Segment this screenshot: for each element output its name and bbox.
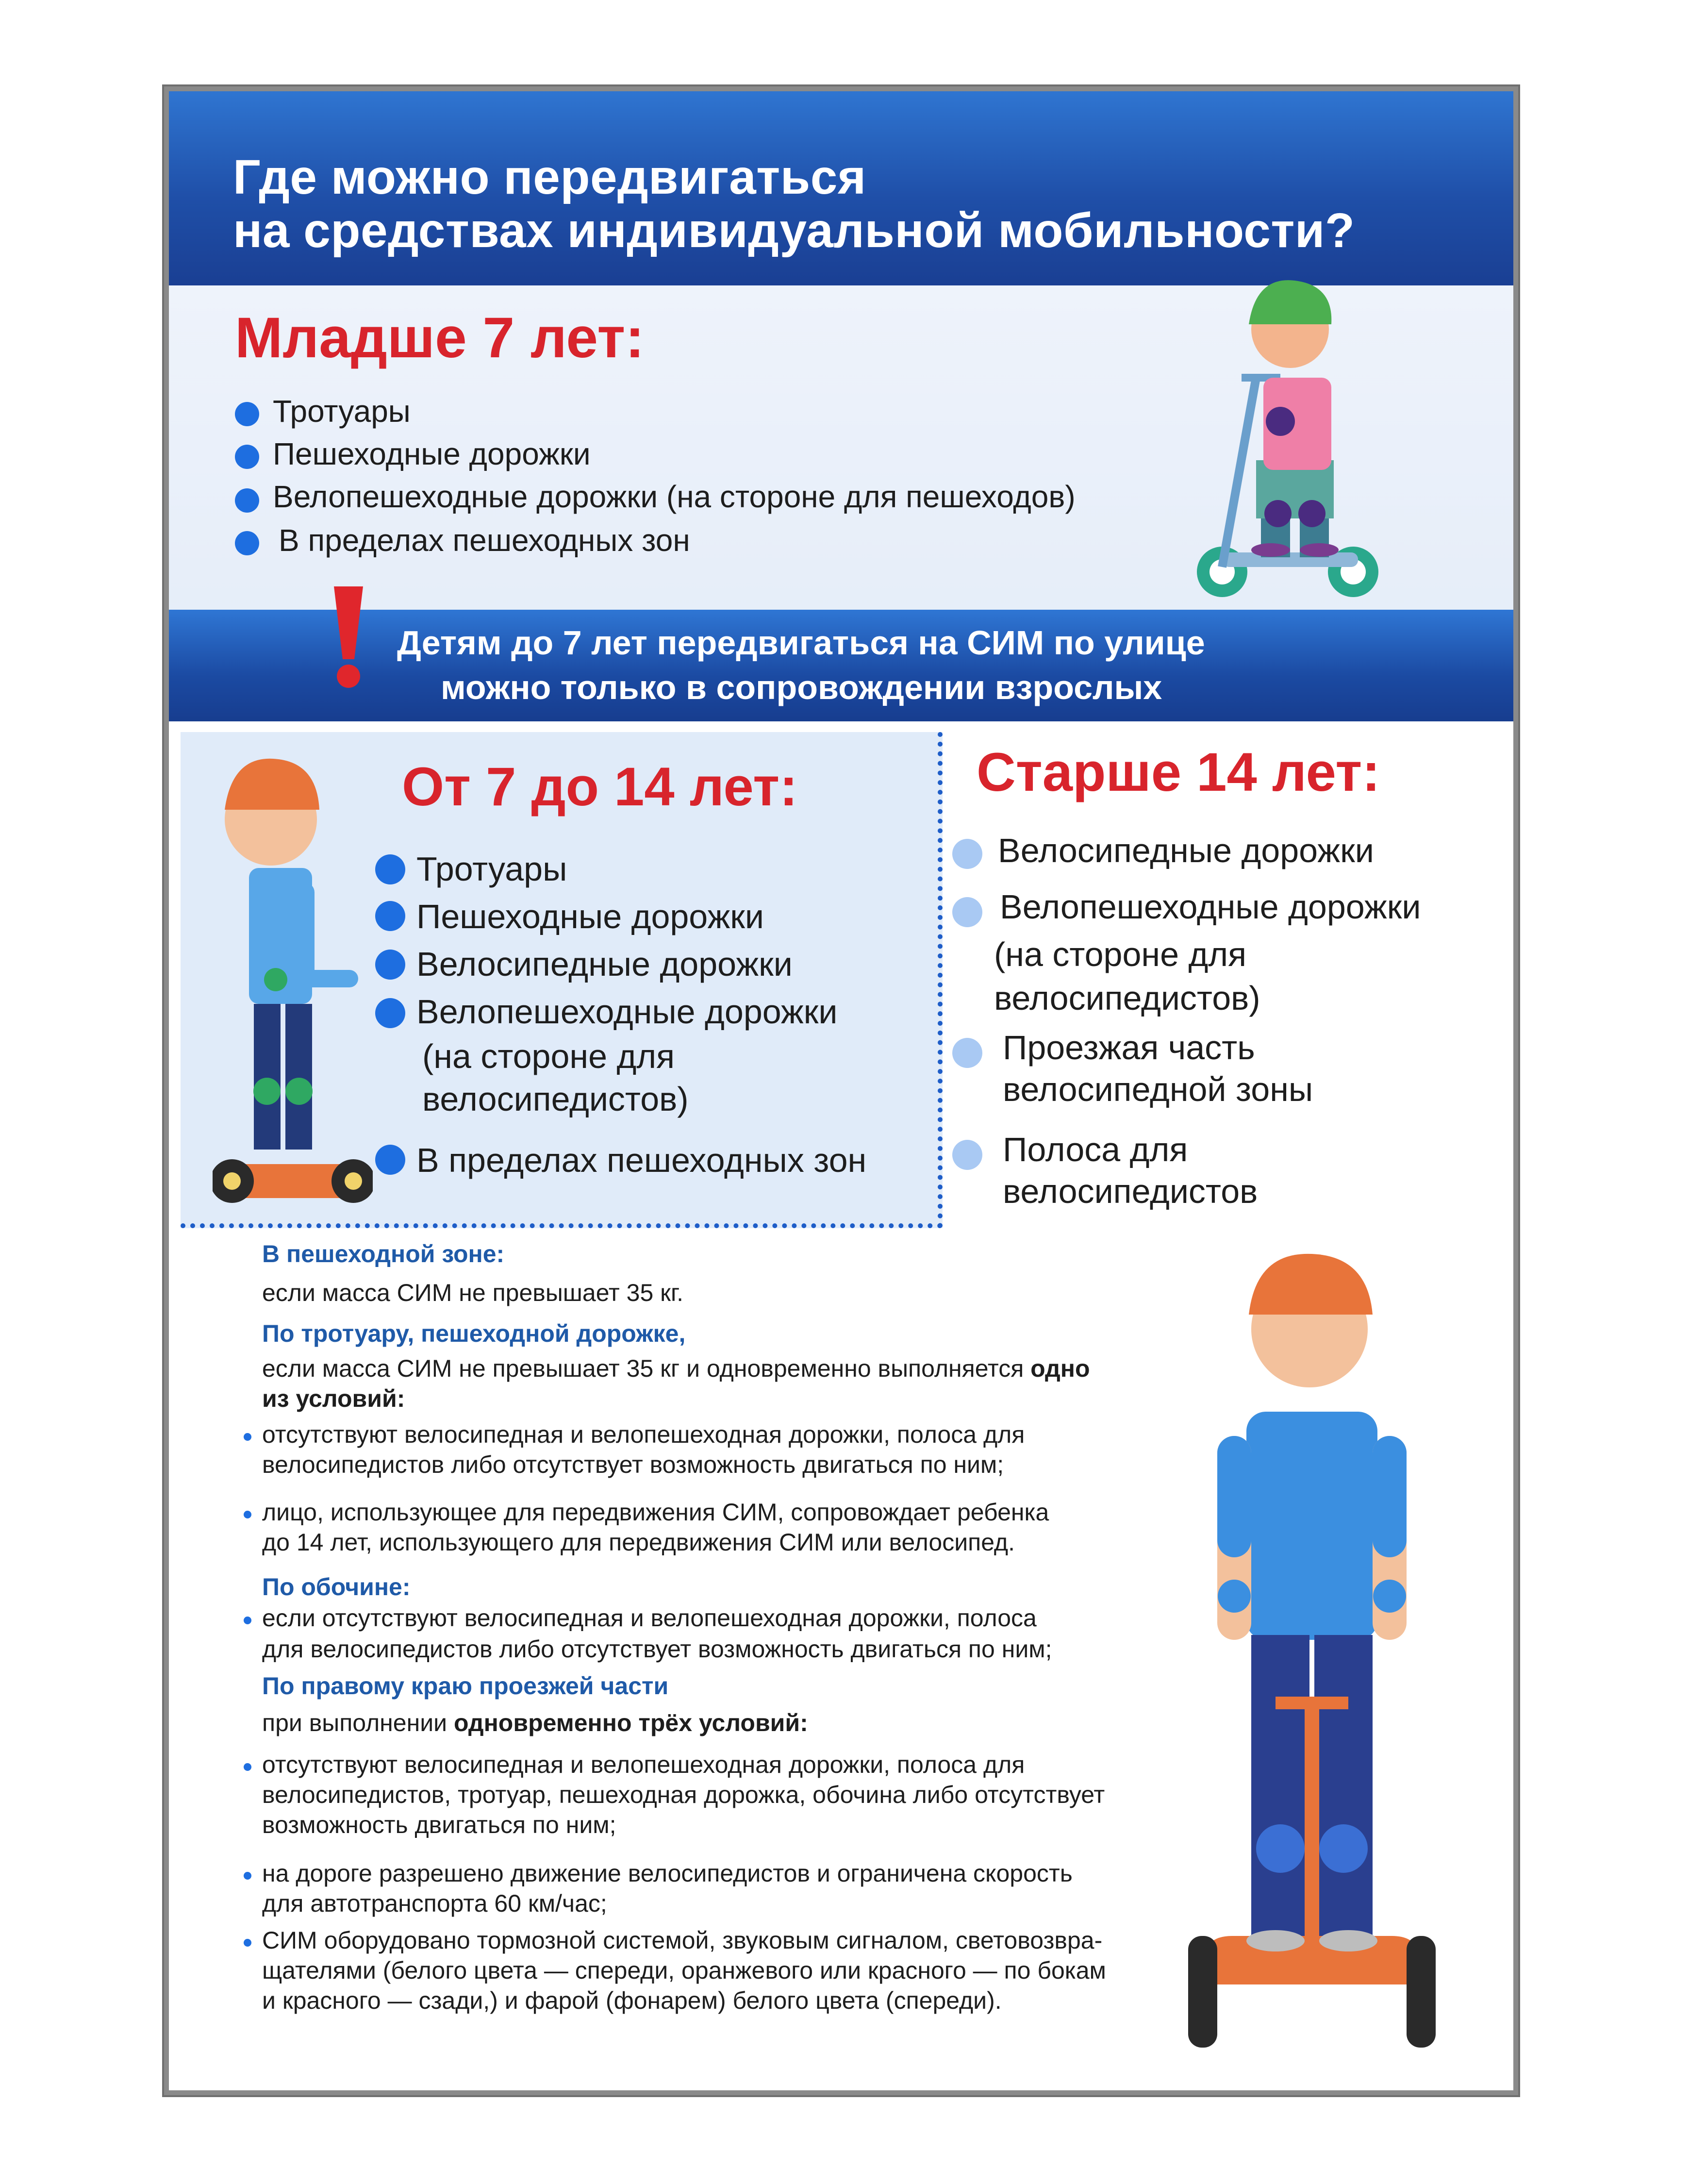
man-on-segway xyxy=(1188,1227,1460,2062)
rules-pedzone-text: если масса СИМ не превышает 35 кг. xyxy=(262,1279,684,1306)
over14-item: велосипедной зоны xyxy=(1003,1070,1313,1108)
over14-item: Проезжая часть xyxy=(1003,1029,1255,1067)
rules-sw-item1-l1: отсутствуют велосипедная и велопешеходная дорожки, полоса для xyxy=(262,1421,1025,1448)
bullet-icon xyxy=(244,1939,251,1947)
bullet-icon xyxy=(375,998,405,1028)
warning-line2: можно только в сопровождении взрослых xyxy=(441,668,1162,706)
rules-pedzone-title: В пешеходной зоне: xyxy=(262,1240,505,1267)
age7to14-item: В пределах пешеходных зон xyxy=(416,1141,867,1179)
over14-title: Старше 14 лет: xyxy=(977,742,1380,802)
rules-sidewalk-bold2: из условий: xyxy=(262,1385,405,1412)
age7to14-item: Тротуары xyxy=(416,850,567,888)
bullet-icon xyxy=(952,897,982,927)
over14-item: велосипедистов) xyxy=(994,979,1260,1017)
bullet-icon xyxy=(235,402,259,426)
bullet-icon xyxy=(235,488,259,513)
bullet-icon xyxy=(375,1145,405,1175)
bullet-icon xyxy=(235,445,259,469)
rules-road-text xyxy=(262,1709,808,1737)
over14-item: Полоса для xyxy=(1003,1131,1188,1168)
rules-shoulder-title: По обочине: xyxy=(262,1573,411,1600)
rules-sw-item2-l2: до 14 лет, использующего для передвижения СИМ или велосипед. xyxy=(262,1529,1015,1556)
warning-line1: Детям до 7 лет передвигаться на СИМ по улице xyxy=(397,624,1205,662)
under7-title: Младше 7 лет: xyxy=(235,306,645,370)
boy-on-hoverboard xyxy=(213,737,373,1222)
under7-item: Велопешеходные дорожки (на стороне для пешеходов) xyxy=(273,479,1076,514)
rules-rd-item2-l2: для автотранспорта 60 км/час; xyxy=(262,1890,607,1917)
rules-sidewalk-bold1: одно xyxy=(1030,1355,1090,1382)
bullet-icon xyxy=(244,1511,251,1518)
bullet-icon xyxy=(952,1140,982,1170)
header-title-line1: Где можно передвигаться xyxy=(233,150,866,204)
under7-item: Пешеходные дорожки xyxy=(273,436,591,471)
rules-rd-item3-l1: СИМ оборудовано тормозной системой, звуковым сигналом, световозвра- xyxy=(262,1927,1103,1954)
age7to14-title: От 7 до 14 лет: xyxy=(402,756,798,817)
bullet-icon xyxy=(952,1038,982,1068)
child-on-scooter xyxy=(1140,232,1382,601)
rules-road-bold: одновременно трёх условий: xyxy=(453,1709,808,1736)
over14-item: Велопешеходные дорожки xyxy=(1000,888,1421,926)
poster xyxy=(169,91,1513,2090)
bullet-icon xyxy=(375,901,405,931)
bullet-icon xyxy=(235,531,259,555)
rules-rd-item1-l2: велосипедистов, тротуар, пешеходная дорожка, обочина либо отсутствует xyxy=(262,1781,1105,1808)
rules-rd-item3-l2: щателями (белого цвета — спереди, оранжевого или красного — по бокам xyxy=(262,1957,1106,1984)
age7to14-item: (на стороне для xyxy=(422,1037,675,1075)
rules-sidewalk-text xyxy=(262,1354,1090,1383)
age7to14-item: Пешеходные дорожки xyxy=(416,898,764,935)
rules-sw-item1-l2: велосипедистов либо отсутствует возможность двигаться по ним; xyxy=(262,1451,1004,1478)
age7to14-item: Велопешеходные дорожки xyxy=(416,993,838,1031)
rules-sh-item1-l1: если отсутствуют велосипедная и велопешеходная дорожки, полоса xyxy=(262,1604,1037,1632)
rules-sw-item2-l1: лицо, использующее для передвижения СИМ, сопровождает ребенка xyxy=(262,1499,1049,1526)
age7to14-item: Велосипедные дорожки xyxy=(416,945,793,983)
rules-rd-item3-l3: и красного — сзади,) и фарой (фонарем) белого цвета (спереди). xyxy=(262,1987,1002,2014)
over14-item: Велосипедные дорожки xyxy=(998,832,1374,869)
bullet-icon xyxy=(375,854,405,884)
rules-rd-item1-l3: возможность двигаться по ним; xyxy=(262,1811,616,1838)
rules-sidewalk-text1: если масса СИМ не превышает 35 кг и одновременно выполняется xyxy=(262,1355,1024,1382)
header-title-line2: на средствах индивидуальной мобильности? xyxy=(233,203,1355,258)
over14-item: велосипедистов xyxy=(1003,1172,1258,1210)
bullet-icon xyxy=(952,839,982,869)
rules-road-text-plain: при выполнении xyxy=(262,1709,447,1736)
bullet-icon xyxy=(244,1433,251,1441)
warning-banner xyxy=(169,610,1513,721)
under7-item: Тротуары xyxy=(273,394,411,429)
exclamation-icon xyxy=(329,586,368,688)
bullet-icon xyxy=(244,1763,251,1771)
bullet-icon xyxy=(375,950,405,980)
rules-road-title: По правому краю проезжей части xyxy=(262,1672,669,1700)
age7to14-item: велосипедистов) xyxy=(422,1080,689,1118)
rules-sidewalk-bold2-line xyxy=(262,1384,405,1413)
under7-item: В пределах пешеходных зон xyxy=(279,523,690,558)
rules-sidewalk-title: По тротуару, пешеходной дорожке, xyxy=(262,1320,686,1347)
over14-item: (на стороне для xyxy=(994,935,1247,973)
rules-rd-item2-l1: на дороге разрешено движение велосипедистов и ограничена скорость xyxy=(262,1860,1073,1887)
bullet-icon xyxy=(244,1617,251,1624)
rules-sh-item1-l2: для велосипедистов либо отсутствует возможность двигаться по ним; xyxy=(262,1635,1052,1663)
bullet-icon xyxy=(244,1872,251,1880)
rules-rd-item1-l1: отсутствуют велосипедная и велопешеходная дорожки, полоса для xyxy=(262,1751,1025,1778)
